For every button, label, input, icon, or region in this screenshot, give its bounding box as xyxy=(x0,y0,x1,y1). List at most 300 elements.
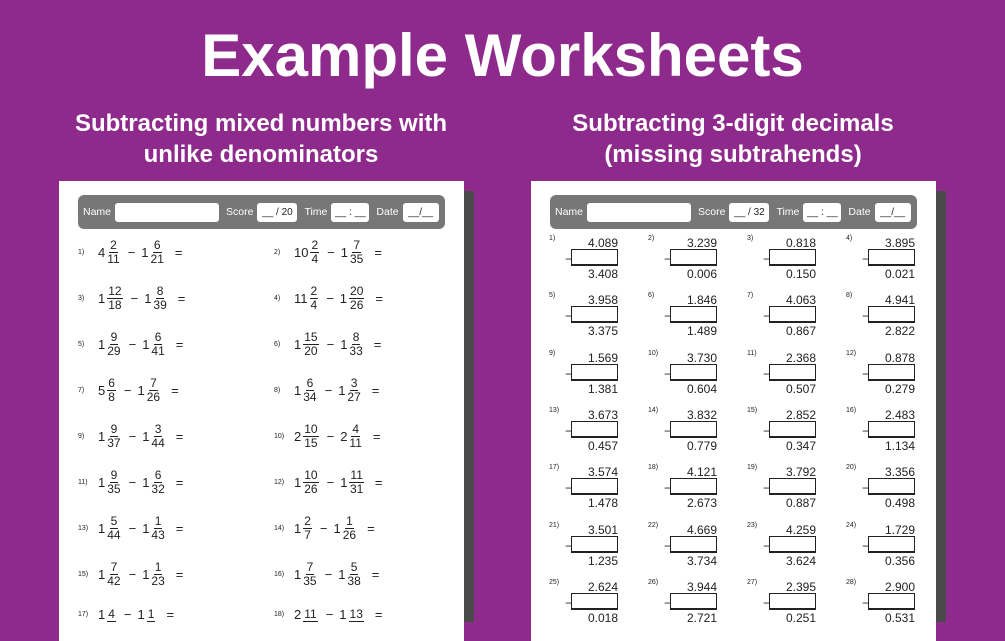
answer-box[interactable] xyxy=(670,306,717,322)
difference: 3.375 xyxy=(587,324,618,339)
minus-sign: − xyxy=(664,252,672,266)
minuend: 1.846 xyxy=(686,293,717,308)
denominator: 23 xyxy=(151,574,165,588)
problem-number: 4) xyxy=(846,235,853,242)
minus-sign: − xyxy=(664,538,672,553)
fraction xyxy=(349,608,364,622)
minuend: 3.574 xyxy=(587,465,618,480)
numerator: 8 xyxy=(156,284,164,298)
difference: 3.624 xyxy=(785,553,816,568)
answer-line xyxy=(670,437,717,438)
answer-box[interactable] xyxy=(868,306,915,322)
numerator: 15 xyxy=(304,330,318,344)
problem-number: 14) xyxy=(274,525,285,532)
problem-number: 19) xyxy=(747,464,758,472)
time-label: Time xyxy=(776,206,800,218)
difference: 1.478 xyxy=(587,496,618,511)
problem-number: 20) xyxy=(846,464,857,472)
minus-sign: − xyxy=(664,423,672,438)
time-label: Time xyxy=(304,206,328,218)
equals-sign: = xyxy=(375,291,383,306)
answer-line xyxy=(571,322,618,323)
numerator: 4 xyxy=(108,606,115,621)
minuend: 2.368 xyxy=(785,350,816,365)
whole-number: 1 xyxy=(294,567,302,582)
denominator: 26 xyxy=(342,528,357,542)
minus-sign: − xyxy=(565,309,573,324)
numerator: 6 xyxy=(306,376,314,390)
problem-number: 15) xyxy=(78,571,89,578)
whole-number: 1 xyxy=(142,521,150,536)
fraction xyxy=(303,608,317,622)
minus-sign: − xyxy=(128,337,137,352)
decimal-problem xyxy=(648,292,736,348)
fraction xyxy=(147,608,156,622)
answer-box[interactable] xyxy=(670,536,717,552)
minus-sign: − xyxy=(763,309,771,324)
difference: 1.381 xyxy=(587,381,618,396)
minus-sign: − xyxy=(763,252,771,266)
minus-sign: − xyxy=(862,309,870,324)
numerator: 7 xyxy=(306,560,314,574)
problem-number: 2) xyxy=(648,235,655,242)
numerator: 8 xyxy=(352,330,360,344)
equals-sign: = xyxy=(175,521,184,536)
fraction xyxy=(303,515,312,542)
decimal-problem xyxy=(846,292,934,348)
fraction xyxy=(107,331,120,358)
problem-number: 9) xyxy=(78,433,85,440)
difference: 1.134 xyxy=(884,438,915,453)
minus-sign: − xyxy=(862,481,870,496)
numerator: 2 xyxy=(310,284,318,298)
decimal-problem xyxy=(846,522,934,578)
decimal-problem xyxy=(747,579,835,635)
difference: 0.006 xyxy=(686,267,717,281)
answer-line xyxy=(769,552,816,553)
answer-box[interactable] xyxy=(670,478,717,494)
denominator: 4 xyxy=(310,298,318,312)
date-label: Date xyxy=(848,206,871,218)
minuend: 3.944 xyxy=(686,579,717,594)
left-subtitle-line2: unlike denominators xyxy=(143,141,379,168)
denominator: 26 xyxy=(304,482,318,496)
answer-line xyxy=(769,437,816,438)
whole-number: 1 xyxy=(98,475,106,490)
minus-sign: − xyxy=(763,538,771,553)
answer-box[interactable] xyxy=(868,364,915,380)
time-field[interactable]: __ : __ xyxy=(331,203,369,222)
answer-box[interactable] xyxy=(670,364,717,380)
minuend: 4.941 xyxy=(884,293,915,308)
problem-number: 15) xyxy=(747,406,758,414)
answer-box[interactable] xyxy=(769,593,816,609)
problem-number: 1) xyxy=(78,249,85,256)
problem-number: 27) xyxy=(747,578,758,586)
minus-sign: − xyxy=(324,567,333,582)
equals-sign: = xyxy=(175,475,184,490)
denominator: 26 xyxy=(350,298,364,312)
difference: 0.507 xyxy=(785,381,816,396)
minuend: 3.356 xyxy=(884,465,915,480)
decimal-problem xyxy=(747,464,835,520)
minus-sign: − xyxy=(325,607,334,622)
numerator: 1 xyxy=(154,560,162,574)
problem-number: 23) xyxy=(747,521,758,529)
answer-box[interactable] xyxy=(571,249,618,265)
problem-number: 26) xyxy=(648,578,659,586)
answer-box[interactable] xyxy=(769,421,816,437)
minus-sign: − xyxy=(565,366,573,381)
answer-box[interactable] xyxy=(868,536,915,552)
denominator: 42 xyxy=(107,574,121,588)
answer-box[interactable] xyxy=(769,536,816,552)
difference: 0.887 xyxy=(785,496,816,511)
score-field[interactable]: __ / 32 xyxy=(729,203,769,222)
mixed-number-problem xyxy=(78,331,183,358)
answer-box[interactable] xyxy=(571,364,618,380)
answer-line xyxy=(769,380,816,381)
equals-sign: = xyxy=(371,383,380,398)
denominator: 44 xyxy=(151,436,165,450)
fraction xyxy=(107,239,119,266)
denominator: 11 xyxy=(107,252,120,266)
answer-box[interactable] xyxy=(868,593,915,609)
minus-sign: − xyxy=(123,383,132,398)
denominator: 26 xyxy=(146,390,161,404)
minus-sign: − xyxy=(319,521,328,536)
difference: 0.251 xyxy=(785,610,816,625)
difference: 0.498 xyxy=(884,496,915,511)
fraction xyxy=(151,331,164,358)
equals-sign: = xyxy=(374,475,383,490)
whole-number: 1 xyxy=(98,429,106,444)
decimal-problem xyxy=(648,350,736,406)
left-worksheet-header xyxy=(78,195,445,229)
problem-number: 17) xyxy=(549,464,560,472)
numerator: 9 xyxy=(110,330,118,344)
denominator: 37 xyxy=(107,436,121,450)
problem-number: 6) xyxy=(648,292,655,300)
minuend: 2.395 xyxy=(785,579,816,594)
minus-sign: − xyxy=(862,595,870,610)
difference: 0.604 xyxy=(686,381,717,396)
whole-number: 1 xyxy=(294,521,302,536)
answer-line xyxy=(571,494,618,495)
mixed-number-problem xyxy=(78,469,183,496)
minus-sign: − xyxy=(565,538,573,553)
decimal-problem xyxy=(846,464,934,520)
decimal-problem xyxy=(846,350,934,406)
problem-number: 11) xyxy=(78,479,88,486)
minus-sign: − xyxy=(664,309,672,324)
minus-sign: − xyxy=(324,383,333,398)
answer-box[interactable] xyxy=(571,593,618,609)
numerator: 6 xyxy=(153,238,161,252)
problem-number: 1) xyxy=(549,235,556,242)
whole-number: 2 xyxy=(294,429,302,444)
problem-number: 2) xyxy=(274,249,281,256)
problem-number: 8) xyxy=(274,387,281,394)
answer-box[interactable] xyxy=(868,478,915,494)
fraction xyxy=(349,331,362,358)
minus-sign: − xyxy=(565,481,573,496)
problem-number: 3) xyxy=(747,235,754,242)
equals-sign: = xyxy=(374,607,383,622)
problem-number: 10) xyxy=(274,433,285,440)
difference: 1.489 xyxy=(686,324,717,339)
decimal-problem xyxy=(549,579,637,635)
answer-line xyxy=(571,265,618,266)
left-sheet-shadow xyxy=(464,191,474,622)
problem-number: 12) xyxy=(846,349,857,357)
answer-box[interactable] xyxy=(769,249,816,265)
whole-number: 1 xyxy=(339,607,347,622)
minuend: 4.669 xyxy=(686,522,717,537)
fraction xyxy=(310,239,319,266)
denominator: 8 xyxy=(108,390,115,404)
denominator: 35 xyxy=(349,252,364,266)
numerator: 6 xyxy=(108,376,115,390)
mixed-number-problem xyxy=(78,515,183,542)
fraction xyxy=(151,515,164,542)
problem-number: 22) xyxy=(648,521,659,529)
mixed-number-problem xyxy=(274,239,382,266)
answer-line xyxy=(670,380,717,381)
decimal-problem xyxy=(549,522,637,578)
time-field[interactable]: __ : __ xyxy=(803,203,841,222)
name-field[interactable] xyxy=(115,203,219,222)
answer-line xyxy=(571,609,618,610)
whole-number: 1 xyxy=(137,607,145,622)
whole-number: 1 xyxy=(340,475,348,490)
difference: 3.734 xyxy=(686,553,717,568)
fraction xyxy=(107,285,122,312)
problem-number: 16) xyxy=(846,406,857,414)
left-worksheet[interactable] xyxy=(59,181,464,641)
difference: 0.150 xyxy=(785,267,816,281)
decimal-problem xyxy=(747,235,835,291)
mixed-number-problem xyxy=(274,285,383,312)
score-label: Score xyxy=(698,206,726,218)
minus-sign: − xyxy=(128,475,137,490)
score-label: Score xyxy=(226,206,254,218)
problem-number: 3) xyxy=(78,295,85,302)
denominator: 43 xyxy=(151,528,165,542)
answer-line xyxy=(670,322,717,323)
fraction xyxy=(107,608,116,622)
fraction xyxy=(349,423,361,450)
right-worksheet[interactable] xyxy=(531,181,936,641)
date-field[interactable]: __/__ xyxy=(875,203,911,222)
minus-sign: − xyxy=(128,521,137,536)
minus-sign: − xyxy=(326,475,335,490)
equals-sign: = xyxy=(175,337,184,352)
numerator: 1 xyxy=(147,606,155,621)
problem-number: 4) xyxy=(274,295,281,302)
whole-number: 1 xyxy=(98,567,106,582)
answer-line xyxy=(868,322,915,323)
answer-line xyxy=(670,609,717,610)
minus-sign: − xyxy=(862,366,870,381)
equals-sign: = xyxy=(372,429,381,444)
date-field[interactable]: __/__ xyxy=(403,203,439,222)
answer-box[interactable] xyxy=(670,593,717,609)
fraction xyxy=(303,423,318,450)
decimal-problem xyxy=(747,407,835,463)
whole-number: 1 xyxy=(144,291,152,306)
minus-sign: − xyxy=(128,567,137,582)
decimal-problem xyxy=(846,579,934,635)
answer-box[interactable] xyxy=(670,421,717,437)
answer-line xyxy=(670,552,717,553)
equals-sign: = xyxy=(174,245,183,260)
mixed-number-problem xyxy=(274,607,382,622)
minuend: 3.730 xyxy=(686,350,717,365)
whole-number: 1 xyxy=(338,383,346,398)
page-title: Example Worksheets xyxy=(201,22,804,89)
whole-number: 1 xyxy=(137,383,145,398)
answer-box[interactable] xyxy=(670,249,717,265)
difference: 3.408 xyxy=(587,267,618,281)
difference: 2.721 xyxy=(686,610,717,625)
fraction xyxy=(349,285,364,312)
minus-sign: − xyxy=(565,595,573,610)
fraction xyxy=(303,377,316,404)
fraction xyxy=(107,469,120,496)
right-worksheet-subtitle xyxy=(498,108,968,170)
difference: 2.822 xyxy=(884,324,915,339)
denominator: 21 xyxy=(150,252,164,266)
whole-number: 1 xyxy=(142,337,150,352)
numerator: 6 xyxy=(154,330,162,344)
problem-number: 14) xyxy=(648,406,659,414)
fraction xyxy=(151,423,164,450)
equals-sign: = xyxy=(175,429,184,444)
fraction xyxy=(107,377,116,404)
whole-number: 1 xyxy=(142,567,150,582)
problem-number: 10) xyxy=(648,349,659,357)
minuend: 4.063 xyxy=(785,293,816,308)
numerator: 3 xyxy=(350,376,358,390)
fraction xyxy=(151,469,164,496)
denominator: 11 xyxy=(349,436,362,450)
problem-number: 25) xyxy=(549,578,560,586)
problem-number: 6) xyxy=(274,341,281,348)
date-label: Date xyxy=(376,206,399,218)
problem-number: 9) xyxy=(549,349,556,357)
answer-box[interactable] xyxy=(571,421,618,437)
minus-sign: − xyxy=(123,607,132,622)
mixed-number-problem xyxy=(274,469,382,496)
minus-sign: − xyxy=(327,245,335,260)
score-field[interactable]: __ / 20 xyxy=(257,203,297,222)
answer-box[interactable] xyxy=(769,364,816,380)
name-field[interactable] xyxy=(587,203,691,222)
denominator: 29 xyxy=(107,344,121,358)
minuend: 2.483 xyxy=(884,407,915,422)
problem-number: 8) xyxy=(846,292,853,300)
problem-number: 13) xyxy=(78,525,89,532)
minus-sign: − xyxy=(664,595,672,610)
minuend: 2.900 xyxy=(884,579,915,594)
numerator: 7 xyxy=(353,238,360,252)
denominator: 44 xyxy=(107,528,121,542)
answer-line xyxy=(670,265,717,266)
difference: 0.531 xyxy=(884,610,915,625)
answer-box[interactable] xyxy=(571,478,618,494)
denominator: 34 xyxy=(303,390,317,404)
answer-box[interactable] xyxy=(868,421,915,437)
answer-box[interactable] xyxy=(571,536,618,552)
problem-number: 21) xyxy=(549,521,560,529)
minuend: 3.673 xyxy=(587,407,618,422)
difference: 0.279 xyxy=(884,381,915,396)
answer-line xyxy=(868,437,915,438)
problem-number: 28) xyxy=(846,578,857,586)
decimal-problem xyxy=(549,292,637,348)
problem-number: 24) xyxy=(846,521,857,529)
answer-box[interactable] xyxy=(868,249,915,265)
equals-sign: = xyxy=(175,567,184,582)
minus-sign: − xyxy=(130,291,139,306)
decimal-problem xyxy=(846,407,934,463)
answer-line xyxy=(868,494,915,495)
numerator: 2 xyxy=(311,238,319,252)
whole-number: 11 xyxy=(294,291,308,306)
answer-box[interactable] xyxy=(769,478,816,494)
right-sheet-shadow xyxy=(936,191,946,622)
numerator: 2 xyxy=(110,238,117,252)
answer-box[interactable] xyxy=(571,306,618,322)
numerator: 4 xyxy=(352,422,359,436)
fraction xyxy=(343,515,356,542)
numerator: 1 xyxy=(154,514,162,528)
numerator: 10 xyxy=(304,422,318,436)
minus-sign: − xyxy=(664,366,672,381)
mixed-number-problem xyxy=(78,561,183,588)
fraction xyxy=(107,515,120,542)
fraction xyxy=(147,377,160,404)
whole-number: 1 xyxy=(294,475,302,490)
equals-sign: = xyxy=(367,521,375,536)
problem-number: 7) xyxy=(78,387,85,394)
whole-number: 1 xyxy=(98,521,106,536)
decimal-problem xyxy=(648,407,736,463)
difference: 2.673 xyxy=(686,496,717,511)
problem-number: 5) xyxy=(549,292,556,300)
minus-sign: − xyxy=(664,481,672,496)
numerator: 10 xyxy=(304,468,318,482)
answer-line xyxy=(868,380,915,381)
problem-number: 11) xyxy=(747,349,757,357)
minus-sign: − xyxy=(763,366,771,381)
numerator: 9 xyxy=(110,468,118,482)
numerator: 11 xyxy=(304,606,317,621)
denominator: 33 xyxy=(349,344,363,358)
right-subtitle-line2: (missing subtrahends) xyxy=(604,141,862,168)
difference: 0.867 xyxy=(785,324,816,339)
whole-number: 5 xyxy=(98,383,106,398)
denominator: 41 xyxy=(151,344,165,358)
minuend: 1.569 xyxy=(587,350,618,365)
minus-sign: − xyxy=(326,291,334,306)
answer-line xyxy=(868,552,915,553)
fraction xyxy=(347,561,360,588)
minuend: 0.878 xyxy=(884,350,915,365)
answer-box[interactable] xyxy=(769,306,816,322)
denominator: 35 xyxy=(303,574,317,588)
